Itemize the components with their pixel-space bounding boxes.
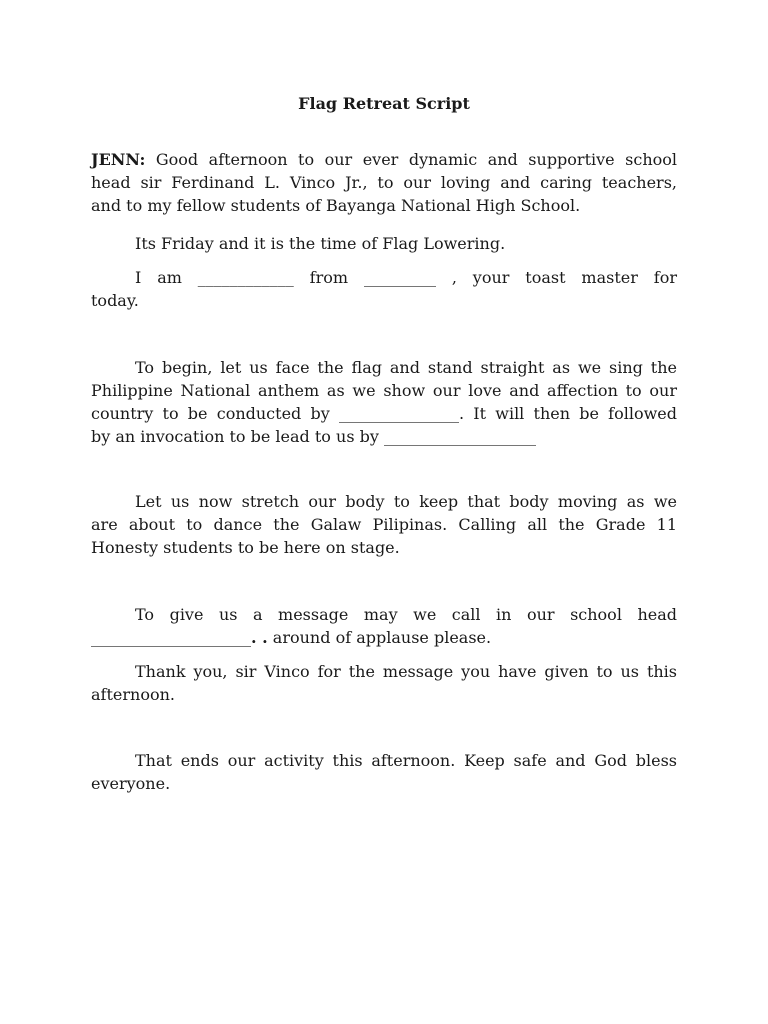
paragraph-thanks: Thank you, sir Vinco for the message you have given to us this afternoon.	[91, 662, 677, 704]
paragraph-anthem: To begin, let us face the flag and stand straight as we sing the Philippine National anthem as we show our love and affection to our country to be conducted by _______________. It will then be followed by an invocation to be lead to us by ___________________	[91, 358, 677, 446]
paragraph-friday: Its Friday and it is the time of Flag Lowering.	[135, 234, 506, 253]
speaker-label: JENN:	[91, 150, 146, 169]
paragraph-message: To give us a message may we call in our school head ____________________. . around of applause please.	[91, 605, 677, 647]
message-line-2: ____________________. . around of applause please.	[91, 628, 492, 647]
greeting-line-1: JENN: Good afternoon to our ever dynamic and supportive school	[91, 150, 677, 169]
paragraph-introduction: I am ____________ from _________ , your toast master for today.	[91, 268, 677, 310]
greeting-line-2: head sir Ferdinand L. Vinco Jr., to our loving and caring teachers,	[91, 173, 677, 192]
greeting-line-3: and to my fellow students of Bayanga National High School.	[91, 196, 581, 215]
paragraph-closing: That ends our activity this afternoon. Keep safe and God bless everyone.	[91, 751, 677, 793]
page-title: Flag Retreat Script	[298, 94, 470, 113]
paragraph-greeting	[91, 148, 677, 217]
paragraph-dance: Let us now stretch our body to keep that body moving as we are about to dance the Galaw Pilipinas. Calling all the Grade 11 Honesty students to be here on stage.	[91, 492, 677, 557]
